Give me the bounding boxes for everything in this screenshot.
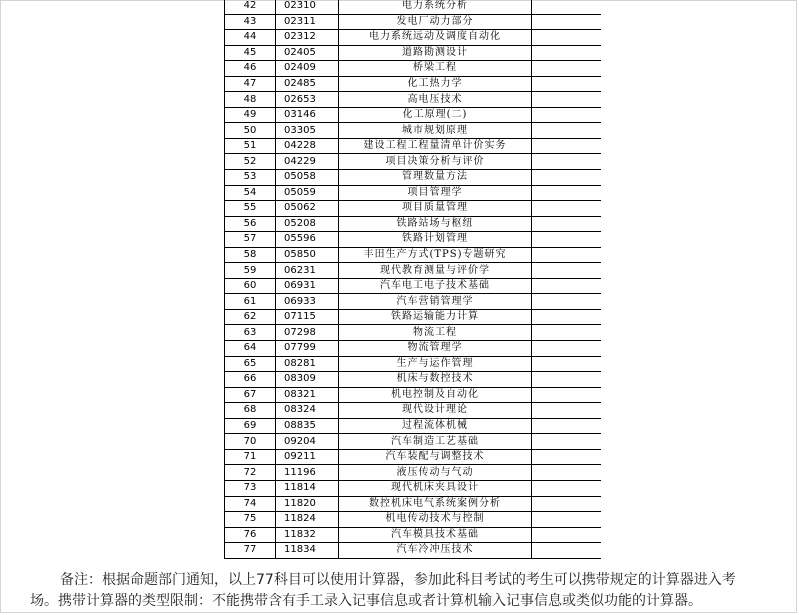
course-name-cell: 现代教育测量与评价学	[339, 263, 532, 279]
table-row	[225, 138, 602, 154]
table-row	[225, 341, 602, 357]
empty-cell	[532, 418, 602, 434]
course-code-cell: 06933	[276, 294, 339, 310]
table-row	[225, 278, 602, 294]
table-row	[225, 45, 602, 61]
course-name-cell: 高电压技术	[339, 92, 532, 108]
course-name-cell: 汽车营销管理学	[339, 294, 532, 310]
course-name-cell: 化工热力学	[339, 76, 532, 92]
empty-cell	[532, 449, 602, 465]
empty-cell	[532, 170, 602, 186]
course-name-cell: 生产与运作管理	[339, 356, 532, 372]
row-number-cell: 67	[225, 387, 276, 403]
table-row	[225, 154, 602, 170]
table-row	[225, 185, 602, 201]
course-code-cell: 11814	[276, 480, 339, 496]
course-name-cell: 化工原理(二)	[339, 107, 532, 123]
row-number-cell: 56	[225, 216, 276, 232]
row-number-cell: 48	[225, 92, 276, 108]
row-number-cell: 70	[225, 434, 276, 450]
table-row	[225, 512, 602, 528]
row-number-cell: 65	[225, 356, 276, 372]
row-number-cell: 62	[225, 309, 276, 325]
course-name-cell: 项目管理学	[339, 185, 532, 201]
course-name-cell: 管理数量方法	[339, 170, 532, 186]
table-row	[225, 201, 602, 217]
row-number-cell: 44	[225, 30, 276, 46]
table-row	[225, 543, 602, 559]
row-number-cell: 50	[225, 123, 276, 139]
course-code-cell: 06931	[276, 278, 339, 294]
course-name-cell: 铁路运输能力计算	[339, 309, 532, 325]
course-code-cell: 05059	[276, 185, 339, 201]
row-number-cell: 71	[225, 449, 276, 465]
note-paragraph	[30, 570, 785, 612]
row-number-cell: 61	[225, 294, 276, 310]
empty-cell	[532, 61, 602, 77]
course-name-cell: 铁路计划管理	[339, 232, 532, 248]
row-number-cell: 69	[225, 418, 276, 434]
course-name-cell: 电力系统分析	[339, 0, 532, 14]
empty-cell	[532, 527, 602, 543]
empty-cell	[532, 201, 602, 217]
course-code-cell: 04228	[276, 138, 339, 154]
course-code-cell: 06231	[276, 263, 339, 279]
course-code-cell: 11824	[276, 512, 339, 528]
empty-cell	[532, 216, 602, 232]
course-name-cell: 汽车制造工艺基础	[339, 434, 532, 450]
course-name-cell: 发电厂动力部分	[339, 14, 532, 30]
empty-cell	[532, 14, 602, 30]
row-number-cell: 53	[225, 170, 276, 186]
table-row	[225, 294, 602, 310]
course-code-cell: 09211	[276, 449, 339, 465]
course-code-cell: 11832	[276, 527, 339, 543]
course-name-cell: 电力系统远动及调度自动化	[339, 30, 532, 46]
row-number-cell: 75	[225, 512, 276, 528]
row-number-cell: 46	[225, 61, 276, 77]
empty-cell	[532, 543, 602, 559]
course-name-cell: 液压传动与气动	[339, 465, 532, 481]
course-code-cell: 05062	[276, 201, 339, 217]
course-name-cell: 过程流体机械	[339, 418, 532, 434]
empty-cell	[532, 30, 602, 46]
course-code-cell: 08309	[276, 372, 339, 388]
note-text-2: 场。携带计算器的类型限制：不能携带含有手工录入记事信息或者计算机输入记事信息或类似功能的计算器。	[30, 593, 702, 609]
course-name-cell: 物流管理学	[339, 341, 532, 357]
course-name-cell: 城市规划原理	[339, 123, 532, 139]
empty-cell	[532, 356, 602, 372]
row-number-cell: 52	[225, 154, 276, 170]
empty-cell	[532, 0, 602, 14]
course-code-cell: 07115	[276, 309, 339, 325]
course-code-cell: 02405	[276, 45, 339, 61]
course-code-cell: 08835	[276, 418, 339, 434]
empty-cell	[532, 154, 602, 170]
empty-cell	[532, 465, 602, 481]
course-code-cell: 07298	[276, 325, 339, 341]
course-code-cell: 08321	[276, 387, 339, 403]
row-number-cell: 68	[225, 403, 276, 419]
row-number-cell: 43	[225, 14, 276, 30]
course-code-cell: 04229	[276, 154, 339, 170]
empty-cell	[532, 185, 602, 201]
course-name-cell: 数控机床电气系统案例分析	[339, 496, 532, 512]
course-table-body	[225, 0, 602, 558]
course-code-cell: 11834	[276, 543, 339, 559]
table-row	[225, 403, 602, 419]
table-row	[225, 30, 602, 46]
row-number-cell: 72	[225, 465, 276, 481]
table-row	[225, 61, 602, 77]
table-row	[225, 0, 602, 14]
table-row	[225, 434, 602, 450]
row-number-cell: 54	[225, 185, 276, 201]
table-row	[225, 465, 602, 481]
row-number-cell: 63	[225, 325, 276, 341]
empty-cell	[532, 403, 602, 419]
course-name-cell: 现代设计理论	[339, 403, 532, 419]
course-name-cell: 汽车模具技术基础	[339, 527, 532, 543]
table-row	[225, 14, 602, 30]
empty-cell	[532, 92, 602, 108]
row-number-cell: 73	[225, 480, 276, 496]
course-name-cell: 丰田生产方式(TPS)专题研究	[339, 247, 532, 263]
table-row	[225, 263, 602, 279]
course-code-cell: 03146	[276, 107, 339, 123]
table-row	[225, 309, 602, 325]
table-row	[225, 527, 602, 543]
table-row	[225, 449, 602, 465]
course-code-cell: 05058	[276, 170, 339, 186]
course-code-cell: 08281	[276, 356, 339, 372]
row-number-cell: 57	[225, 232, 276, 248]
course-code-cell: 11820	[276, 496, 339, 512]
course-name-cell: 桥梁工程	[339, 61, 532, 77]
empty-cell	[532, 294, 602, 310]
empty-cell	[532, 247, 602, 263]
course-table	[224, 0, 601, 559]
course-name-cell: 道路勘测设计	[339, 45, 532, 61]
course-table-container	[224, 0, 601, 566]
empty-cell	[532, 372, 602, 388]
empty-cell	[532, 341, 602, 357]
table-row	[225, 107, 602, 123]
row-number-cell: 66	[225, 372, 276, 388]
empty-cell	[532, 309, 602, 325]
course-name-cell: 项目质量管理	[339, 201, 532, 217]
table-row	[225, 232, 602, 248]
table-row	[225, 496, 602, 512]
table-row	[225, 247, 602, 263]
row-number-cell: 77	[225, 543, 276, 559]
table-row	[225, 216, 602, 232]
course-code-cell: 08324	[276, 403, 339, 419]
course-name-cell: 物流工程	[339, 325, 532, 341]
table-row	[225, 325, 602, 341]
row-number-cell: 59	[225, 263, 276, 279]
note-line-2	[30, 591, 785, 612]
row-number-cell: 45	[225, 45, 276, 61]
course-code-cell: 11196	[276, 465, 339, 481]
row-number-cell: 76	[225, 527, 276, 543]
empty-cell	[532, 496, 602, 512]
course-code-cell: 02485	[276, 76, 339, 92]
course-code-cell: 09204	[276, 434, 339, 450]
table-row	[225, 418, 602, 434]
empty-cell	[532, 123, 602, 139]
empty-cell	[532, 263, 602, 279]
row-number-cell: 58	[225, 247, 276, 263]
course-code-cell: 05208	[276, 216, 339, 232]
empty-cell	[532, 76, 602, 92]
row-number-cell: 74	[225, 496, 276, 512]
empty-cell	[532, 232, 602, 248]
course-name-cell: 机床与数控技术	[339, 372, 532, 388]
course-name-cell: 机电传动技术与控制	[339, 512, 532, 528]
table-row	[225, 372, 602, 388]
table-row	[225, 387, 602, 403]
course-name-cell: 汽车装配与调整技术	[339, 449, 532, 465]
row-number-cell: 49	[225, 107, 276, 123]
course-name-cell: 汽车冷冲压技术	[339, 543, 532, 559]
course-name-cell: 汽车电工电子技术基础	[339, 278, 532, 294]
course-name-cell: 项目决策分析与评价	[339, 154, 532, 170]
course-name-cell: 机电控制及自动化	[339, 387, 532, 403]
empty-cell	[532, 512, 602, 528]
row-number-cell: 42	[225, 0, 276, 14]
course-code-cell: 07799	[276, 341, 339, 357]
course-code-cell: 02653	[276, 92, 339, 108]
empty-cell	[532, 107, 602, 123]
course-name-cell: 现代机床夹具设计	[339, 480, 532, 496]
table-row	[225, 170, 602, 186]
empty-cell	[532, 45, 602, 61]
empty-cell	[532, 387, 602, 403]
course-name-cell: 建设工程工程量清单计价实务	[339, 138, 532, 154]
table-row	[225, 92, 602, 108]
row-number-cell: 64	[225, 341, 276, 357]
row-number-cell: 55	[225, 201, 276, 217]
course-code-cell: 05850	[276, 247, 339, 263]
note-line-1	[30, 570, 785, 591]
table-row	[225, 480, 602, 496]
empty-cell	[532, 480, 602, 496]
table-row	[225, 123, 602, 139]
course-code-cell: 02312	[276, 30, 339, 46]
row-number-cell: 51	[225, 138, 276, 154]
course-code-cell: 02409	[276, 61, 339, 77]
row-number-cell: 60	[225, 278, 276, 294]
course-code-cell: 05596	[276, 232, 339, 248]
table-row	[225, 76, 602, 92]
empty-cell	[532, 434, 602, 450]
row-number-cell: 47	[225, 76, 276, 92]
table-row	[225, 356, 602, 372]
empty-cell	[532, 325, 602, 341]
course-code-cell: 02310	[276, 0, 339, 14]
course-name-cell: 铁路站场与枢纽	[339, 216, 532, 232]
empty-cell	[532, 138, 602, 154]
course-code-cell: 03305	[276, 123, 339, 139]
note-text-1: 备注：根据命题部门通知，以上77科目可以使用计算器，参加此科目考试的考生可以携带规定的计算器进入考	[60, 572, 736, 588]
empty-cell	[532, 278, 602, 294]
course-code-cell: 02311	[276, 14, 339, 30]
